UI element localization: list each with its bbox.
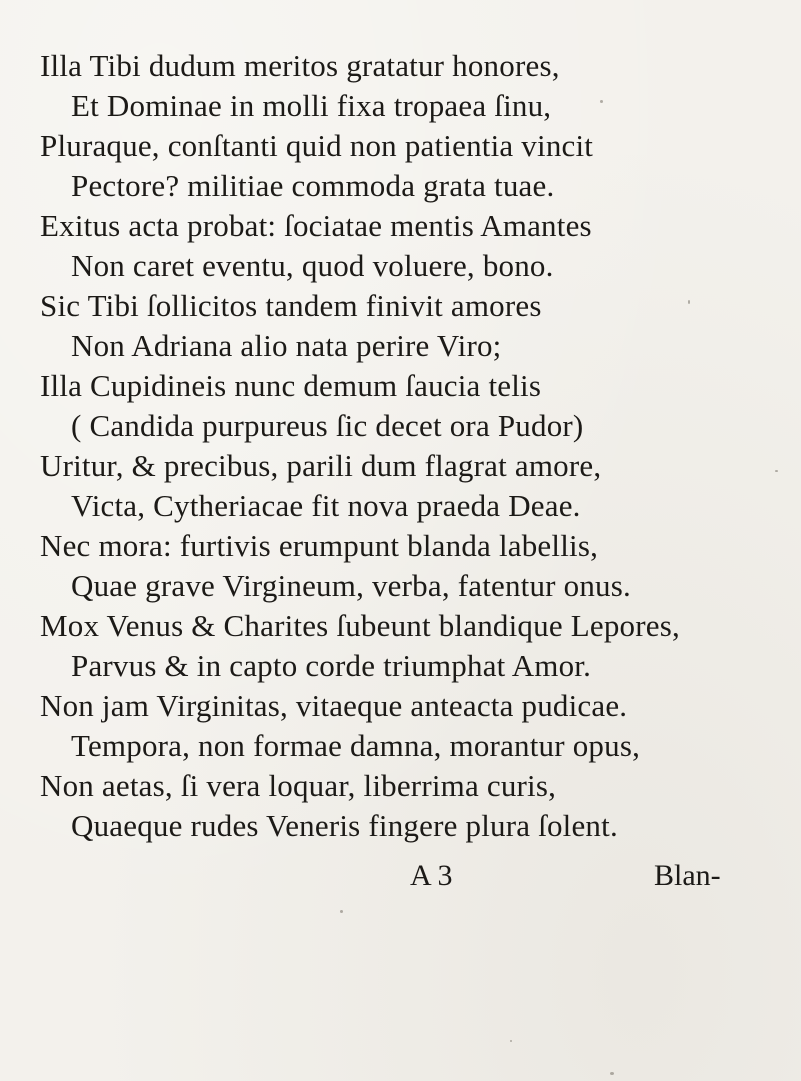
verse-line: ( Candida purpureus ſic decet ora Pudor)	[71, 408, 584, 443]
verse-line: Exitus acta probat: ſociatae mentis Amantes	[40, 208, 592, 243]
paper-speck	[510, 1040, 512, 1042]
verse-line: Pectore? militiae commoda grata tuae.	[71, 168, 555, 203]
verse-line: Quae grave Virgineum, verba, fatentur onus.	[71, 568, 631, 603]
verse-line: Et Dominae in molli fixa tropaea ſinu,	[71, 88, 552, 123]
paper-speck	[600, 100, 603, 103]
verse-line: Victa, Cytheriacae fit nova praeda Deae.	[71, 488, 581, 523]
paper-speck	[775, 470, 778, 472]
verse-line: Nec mora: furtivis erumpunt blanda labellis,	[40, 528, 599, 563]
verse-line: Uritur, & precibus, parili dum flagrat amore,	[40, 448, 602, 483]
verse-line: Non Adriana alio nata perire Viro;	[71, 328, 502, 363]
verse-line: Sic Tibi ſollicitos tandem finivit amores	[40, 288, 542, 323]
verse-line: Non caret eventu, quod voluere, bono.	[71, 248, 554, 283]
verse-line: Quaeque rudes Veneris fingere plura ſolent.	[71, 808, 618, 843]
page-footer	[0, 858, 801, 898]
verse-line: Pluraque, conſtanti quid non patientia vincit	[40, 128, 594, 163]
signature-mark: A 3	[410, 859, 453, 892]
verse-line: Parvus & in capto corde triumphat Amor.	[71, 648, 592, 683]
verse-line: Illa Tibi dudum meritos gratatur honores,	[40, 48, 560, 83]
verse-line: Illa Cupidineis nunc demum ſaucia telis	[40, 368, 542, 403]
paper-speck	[688, 300, 690, 304]
verse-line: Non aetas, ſi vera loquar, liberrima curis,	[40, 768, 557, 803]
verse-line: Tempora, non formae damna, morantur opus,	[71, 728, 641, 763]
verse-line: Mox Venus & Charites ſubeunt blandique Lepores,	[40, 608, 680, 643]
verse-line: Non jam Virginitas, vitaeque anteacta pudicae.	[40, 688, 628, 723]
catchword: Blan-	[654, 859, 721, 892]
paper-speck	[340, 910, 343, 913]
paper-speck	[610, 1072, 614, 1075]
